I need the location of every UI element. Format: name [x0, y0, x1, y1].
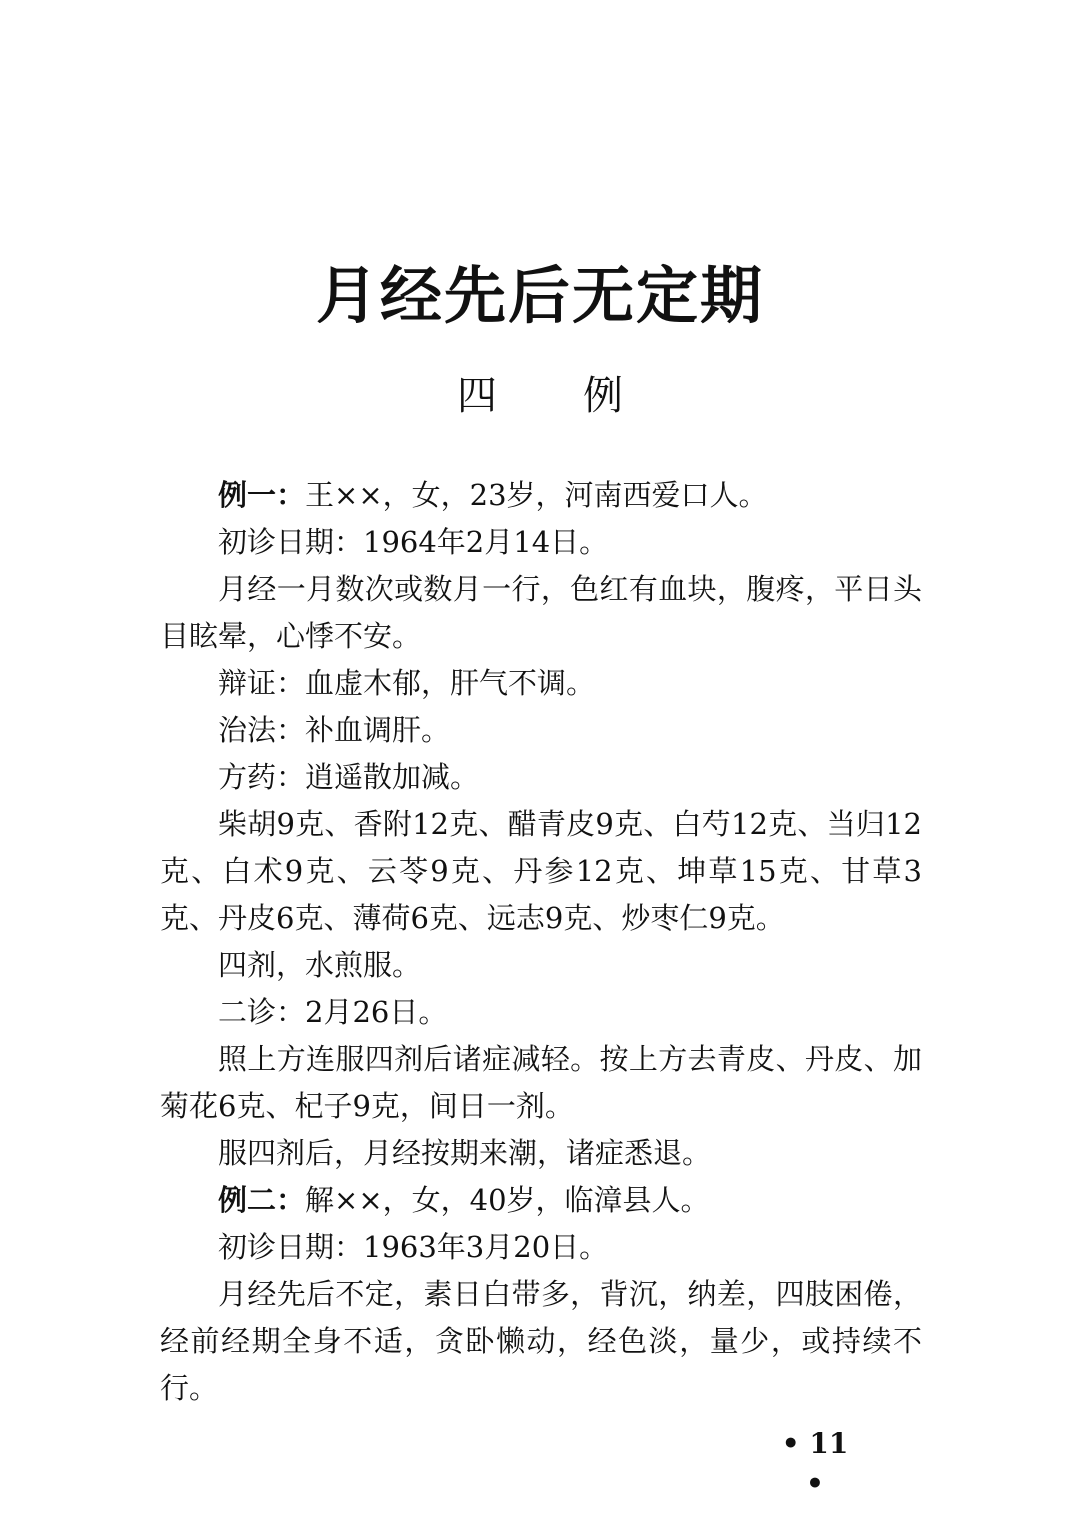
paragraph [160, 707, 922, 754]
paragraph [160, 801, 922, 942]
paragraph-text: 治法：补血调肝。 [218, 713, 451, 747]
paragraph [160, 519, 922, 566]
paragraph [160, 1036, 922, 1130]
paragraph-text: 照上方连服四剂后诸症减轻。按上方去青皮、丹皮、加菊花6克、杞子9克，间日一剂。 [160, 1042, 922, 1123]
case-label: 例二： [218, 1183, 306, 1217]
subtitle-char-1: 四 [457, 373, 497, 419]
paragraph-text: 二诊：2月26日。 [218, 995, 448, 1029]
paragraph [160, 989, 922, 1036]
paragraph [160, 1177, 922, 1224]
paragraph-text: 初诊日期：1964年2月14日。 [218, 525, 609, 559]
paragraph [160, 942, 922, 989]
paragraph [160, 566, 922, 660]
paragraph-text: 四剂，水煎服。 [218, 948, 422, 982]
paragraph-text: 柴胡9克、香附12克、醋青皮9克、白芍12克、当归12克、白术9克、云苓9克、丹参12克、坤草15克、甘草3克、丹皮6克、薄荷6克、远志9克、炒枣仁9克。 [160, 807, 922, 935]
page-title: 月经先后无定期 [315, 259, 764, 332]
paragraph [160, 1271, 922, 1412]
paragraph [160, 1224, 922, 1271]
paragraph [160, 660, 922, 707]
paragraph-text: 方药：逍遥散加减。 [218, 760, 480, 794]
paragraph [160, 754, 922, 801]
paragraph [160, 1130, 922, 1177]
paragraph-text: 解××，女，40岁，临漳县人。 [305, 1183, 710, 1217]
paragraph-text: 辩证：血虚木郁，肝气不调。 [218, 666, 596, 700]
paragraph-text: 初诊日期：1963年3月20日。 [218, 1230, 609, 1264]
paragraph-text: 服四剂后，月经按期来潮，诸症悉退。 [218, 1136, 712, 1170]
paragraph-text: 月经先后不定，素日白带多，背沉，纳差，四肢困倦，经前经期全身不适，贪卧懒动，经色淡，量少，或持续不行。 [160, 1277, 922, 1405]
paragraph-text: 月经一月数次或数月一行，色红有血块，腹疼，平日头目眩晕，心悸不安。 [160, 572, 922, 653]
paragraph-text: 王××，女，23岁，河南西爱口人。 [305, 478, 768, 512]
paragraph [160, 472, 922, 519]
subtitle-char-2: 例 [583, 373, 623, 419]
body-text [160, 472, 922, 1412]
section-subtitle [0, 368, 1080, 424]
page-number: • 11 • [781, 1427, 849, 1500]
case-label: 例一： [218, 478, 306, 512]
